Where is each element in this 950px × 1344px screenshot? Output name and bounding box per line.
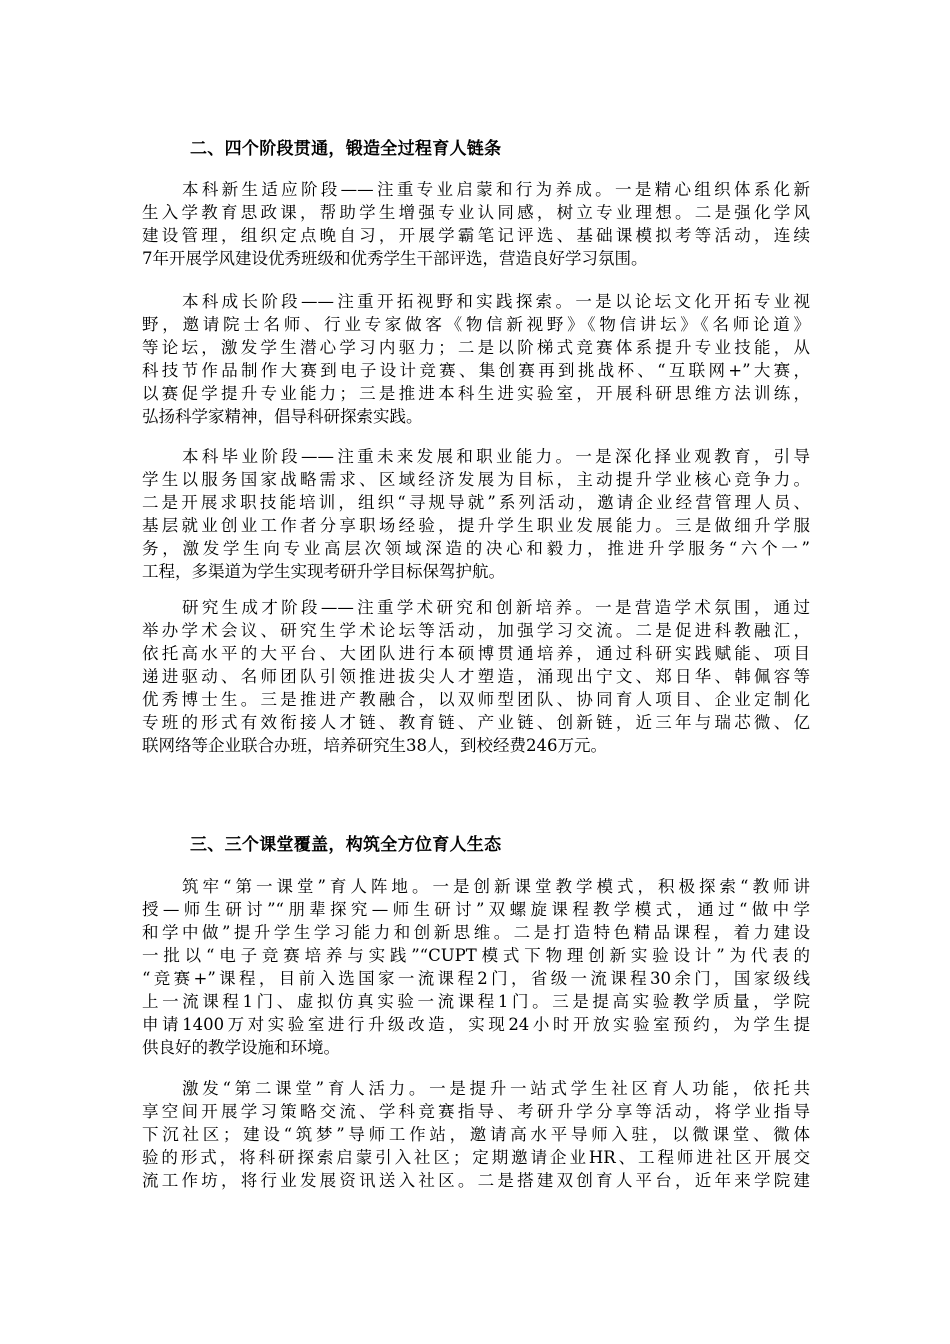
section-2-paragraph-2 — [142, 290, 810, 428]
text-line: 研究生成才阶段——注重学术研究和创新培养。一是营造学术氛围，通过 — [182, 598, 810, 617]
text-line: 本科毕业阶段——注重未来发展和职业能力。一是深化择业观教育，引导 — [182, 447, 810, 466]
text-line: 建设管理，组织定点晚自习，开展学霸笔记评选、基础课模拟考等活动，连续 — [142, 226, 810, 245]
text-line: 野，邀请院士名师、行业专家做客《物信新视野》《物信讲坛》《名师论道》 — [142, 315, 810, 334]
text-line: 科技节作品制作大赛到电子设计竞赛、集创赛再到挑战杯、“互联网+”大赛， — [142, 361, 810, 380]
text-line: 工程，多渠道为学生实现考研升学目标保驾护航。 — [142, 562, 505, 581]
text-line: 生入学教育思政课，帮助学生增强专业认同感，树立专业理想。二是强化学风 — [142, 203, 810, 222]
section-3-paragraph-1 — [142, 875, 810, 1059]
text-line: 享空间开展学习策略交流、学科竞赛指导、考研升学分享等活动，将学业指导 — [142, 1102, 810, 1121]
text-line: 授—师生研讨”“朋辈探究—师生研讨”双螺旋课程教学模式，通过“做中学 — [142, 900, 810, 919]
text-line: 专班的形式有效衔接人才链、教育链、产业链、创新链，近三年与瑞芯微、亿 — [142, 713, 810, 732]
text-line: 优秀博士生。三是推进产教融合，以双师型团队、协同育人项目、企业定制化 — [142, 690, 810, 709]
text-line: 举办学术会议、研究生学术论坛等活动，加强学习交流。二是促进科教融汇， — [142, 621, 810, 640]
text-line: 务，激发学生向专业高层次领域深造的决心和毅力，推进升学服务“六个一” — [142, 539, 810, 558]
text-line: 申请1400万对实验室进行升级改造，实现24小时开放实验室预约，为学生提 — [142, 1015, 810, 1034]
text-line: 7年开展学风建设优秀班级和优秀学生干部评选，营造良好学习氛围。 — [142, 249, 648, 268]
section-2-paragraph-4 — [142, 596, 810, 757]
section-2-paragraph-3 — [142, 445, 810, 583]
text-line: 以赛促学提升专业能力；三是推进本科生进实验室，开展科研思维方法训练， — [142, 384, 810, 403]
text-line: 本科成长阶段——注重开拓视野和实践探索。一是以论坛文化开拓专业视 — [182, 292, 810, 311]
section-3-paragraph-2 — [142, 1077, 810, 1192]
text-line: “竞赛+”课程，目前入选国家一流课程2门，省级一流课程30余门，国家级线 — [142, 969, 810, 988]
text-line: 学生以服务国家战略需求、区域经济发展为目标，主动提升学业核心竞争力。 — [142, 470, 810, 489]
text-line: 一批以“电子竞赛培养与实践”“CUPT模式下物理创新实验设计”为代表的 — [142, 946, 810, 965]
section-2-heading: 二、四个阶段贯通，锻造全过程育人链条 — [190, 139, 502, 159]
text-line: 下沉社区；建设“筑梦”导师工作站，邀请高水平导师入驻，以微课堂、微体 — [142, 1125, 810, 1144]
text-line: 供良好的教学设施和环境。 — [142, 1038, 340, 1057]
text-line: 递进驱动、名师团队引领推进拔尖人才塑造，涌现出宁文、郑日华、韩佩容等 — [142, 667, 810, 686]
text-line: 流工作坊，将行业发展资讯送入社区。二是搭建双创育人平台，近年来学院建 — [142, 1171, 810, 1190]
text-line: 基层就业创业工作者分享职场经验，提升学生职业发展能力。三是做细升学服 — [142, 516, 810, 535]
text-line: 激发“第二课堂”育人活力。一是提升一站式学生社区育人功能，依托共 — [182, 1079, 810, 1098]
text-line: 依托高水平的大平台、大团队进行本硕博贯通培养，通过科研实践赋能、项目 — [142, 644, 810, 663]
section-3-heading: 三、三个课堂覆盖，构筑全方位育人生态 — [190, 835, 502, 855]
section-2-paragraph-1 — [142, 178, 810, 270]
text-line: 验的形式，将科研探索启蒙引入社区；定期邀请企业HR、工程师进社区开展交 — [142, 1148, 810, 1167]
text-line: 弘扬科学家精神，倡导科研探索实践。 — [142, 407, 423, 426]
text-line: 等论坛，激发学生潜心学习内驱力；二是以阶梯式竞赛体系提升专业技能，从 — [142, 338, 810, 357]
text-line: 和学中做”提升学生学习能力和创新思维。二是打造特色精品课程，着力建设 — [142, 923, 810, 942]
text-line: 筑牢“第一课堂”育人阵地。一是创新课堂教学模式，积极探索“教师讲 — [182, 877, 810, 896]
text-line: 二是开展求职技能培训，组织“寻规导就”系列活动，邀请企业经营管理人员、 — [142, 493, 810, 512]
text-line: 上一流课程1门、虚拟仿真实验一流课程1门。三是提高实验教学质量，学院 — [142, 992, 810, 1011]
text-line: 本科新生适应阶段——注重专业启蒙和行为养成。一是精心组织体系化新 — [182, 180, 810, 199]
text-line: 联网络等企业联合办班，培养研究生38人，到校经费246万元。 — [142, 736, 607, 755]
